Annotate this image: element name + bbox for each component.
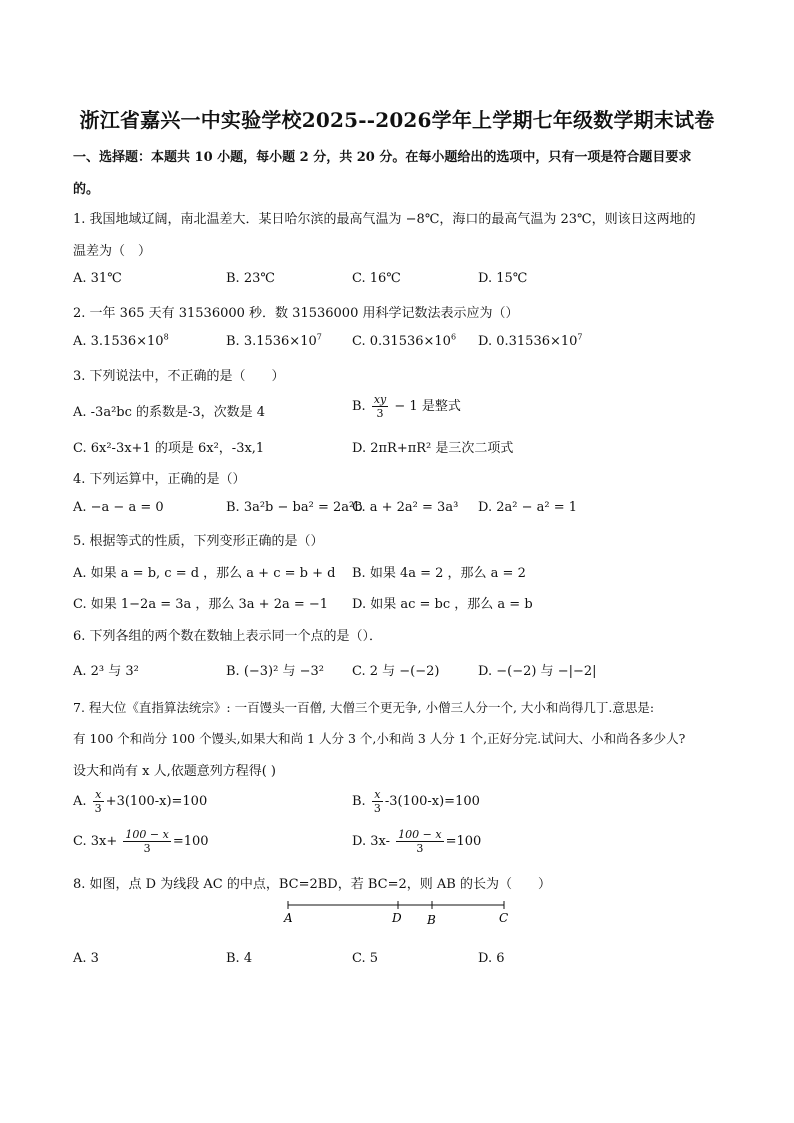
q3-option-a: A. -3a²bc 的系数是-3，次数是 4 [73, 405, 266, 420]
q7-option-d-numerator: 100 − x [398, 828, 442, 841]
q8-segment-figure [280, 896, 520, 926]
q4-stem: 4. 下列运算中，正确的是（） [73, 472, 246, 487]
q2-option-b-exponent: 7 [316, 332, 322, 342]
q6-option-b: B. (−3)² 与 −3² [226, 664, 324, 679]
label-point-b: B [427, 913, 436, 926]
q3-option-b-fraction [372, 393, 388, 420]
q3-option-b-text: − 1 是整式 [394, 399, 461, 414]
q3-option-b-letter: B. [352, 399, 366, 414]
q7-option-d-prefix: D. 3x- [352, 834, 390, 849]
q7-option-d-text: =100 [445, 834, 482, 849]
q3-option-b-denominator: 3 [376, 407, 384, 420]
q3-option-c: C. 6x²-3x+1 的项是 6x²，-3x,1 [73, 441, 265, 456]
q7-option-c-denominator: 3 [143, 842, 151, 855]
q1-option-a: A. 31℃ [73, 271, 122, 286]
q7-option-c-numerator: 100 − x [125, 828, 169, 841]
q8-option-c: C. 5 [352, 951, 379, 966]
q3-option-b-numerator: xy [373, 393, 387, 406]
q7-stem-line2: 有 100 个和尚分 100 个馒头,如果大和尚 1 人分 3 个,小和尚 3 人分 1 个,正好分完.试问大、小和尚各多少人? [73, 731, 686, 746]
q7-option-b-denominator: 3 [373, 802, 381, 815]
q2-option-d-exponent: 7 [577, 332, 583, 342]
q6-option-d: D. −(−2) 与 −|−2| [478, 664, 597, 679]
q6-option-a: A. 2³ 与 3² [73, 664, 139, 679]
q7-option-a-text: +3(100-x)=100 [105, 794, 208, 809]
q7-option-a-numerator: x [93, 788, 104, 802]
q7-option-b-text: -3(100-x)=100 [384, 794, 480, 809]
q7-option-a-denominator: 3 [94, 802, 102, 815]
q1-stem-line2: 温差为（ ） [73, 244, 152, 259]
q8-stem: 8. 如图，点 D 为线段 AC 的中点，BC=2BD，若 BC=2，则 AB 的长为（ ） [73, 877, 551, 892]
q4-option-d: D. 2a² − a² = 1 [478, 500, 578, 515]
q7-option-a-fraction [93, 788, 104, 815]
q2-option-c [352, 334, 456, 349]
q6-stem: 6. 下列各组的两个数在数轴上表示同一个点的是（）． [73, 629, 383, 644]
q5-option-a: A. 如果 a = b, c = d ，那么 a + c = b + d [73, 566, 336, 581]
q7-option-c-prefix: C. 3x+ [73, 834, 118, 849]
q7-option-d-denominator: 3 [416, 842, 424, 855]
q5-option-c: C. 如果 1−2a = 3a ，那么 3a + 2a = −1 [73, 597, 329, 612]
q5-option-d: D. 如果 ac = bc ，那么 a = b [352, 597, 533, 612]
q7-option-b-letter: B. [352, 794, 366, 809]
q2-option-d [478, 334, 583, 349]
q7-option-c-text: =100 [172, 834, 209, 849]
q7-stem-line3: 设大和尚有 x 人,依题意列方程得( ) [73, 764, 277, 779]
label-point-d: D [392, 911, 402, 925]
q7-option-c-fraction [123, 828, 170, 855]
q2-stem: 2. 一年 365 天有 31536000 秒．数 31536000 用科学记数法表示应为（） [73, 306, 519, 321]
label-point-c: C [499, 911, 509, 925]
q4-option-a: A. −a − a = 0 [73, 500, 164, 515]
q4-option-b: B. 3a²b − ba² = 2a²b [226, 500, 363, 515]
q6-option-c: C. 2 与 −(−2) [352, 664, 440, 679]
section1-instructions-line2: 的。 [73, 182, 100, 197]
q2-option-a [73, 334, 169, 349]
q7-option-a-letter: A. [73, 794, 87, 809]
q7-option-c [73, 828, 209, 855]
q1-option-c: C. 16℃ [352, 271, 401, 286]
q2-option-c-exponent: 6 [450, 332, 457, 342]
q7-option-b-numerator: x [372, 788, 383, 802]
q3-stem: 3. 下列说法中，不正确的是（ ） [73, 369, 285, 384]
q3-option-b [352, 393, 461, 420]
q7-option-d-fraction [396, 828, 443, 855]
q8-option-b: B. 4 [226, 951, 253, 966]
q7-option-d [352, 828, 481, 855]
q4-option-c: C. a + 2a² = 3a³ [352, 500, 459, 515]
q1-stem-line1: 1. 我国地域辽阔，南北温差大．某日哈尔滨的最高气温为 −8℃，海口的最高气温为 23℃，则该日这两地的 [73, 212, 696, 227]
q8-option-a: A. 3 [73, 951, 99, 966]
label-point-a: A [284, 911, 293, 925]
q5-stem: 5. 根据等式的性质，下列变形正确的是（） [73, 534, 324, 549]
q5-option-b: B. 如果 4a = 2 ，那么 a = 2 [352, 566, 526, 581]
q2-option-c-base: C. 0.31536×10 [352, 334, 451, 349]
q7-option-b [352, 788, 480, 815]
q1-option-b: B. 23℃ [226, 271, 275, 286]
q3-option-d: D. 2πR+πR² 是三次二项式 [352, 441, 514, 456]
q2-option-b [226, 334, 322, 349]
q1-option-d: D. 15℃ [478, 271, 528, 286]
section1-instructions-line1: 一、选择题：本题共 10 小题，每小题 2 分，共 20 分。在每小题给出的选项中，只有一项是符合题目要求 [73, 150, 692, 165]
q7-option-a [73, 788, 207, 815]
page-title: 浙江省嘉兴一中实验学校2025--2026学年上学期七年级数学期末试卷 [79, 108, 715, 132]
q2-option-a-base: A. 3.1536×10 [73, 334, 164, 349]
q7-option-b-fraction [372, 788, 383, 815]
q2-option-d-base: D. 0.31536×10 [478, 334, 578, 349]
q7-stem-line1: 7. 程大位《直指算法统宗》: 一百馒头一百僧, 大僧三个更无争, 小僧三人分一个, 大小和尚得几丁.意思是: [73, 700, 655, 715]
q2-option-a-exponent: 8 [163, 332, 169, 342]
q2-option-b-base: B. 3.1536×10 [226, 334, 317, 349]
q8-option-d: D. 6 [478, 951, 505, 966]
